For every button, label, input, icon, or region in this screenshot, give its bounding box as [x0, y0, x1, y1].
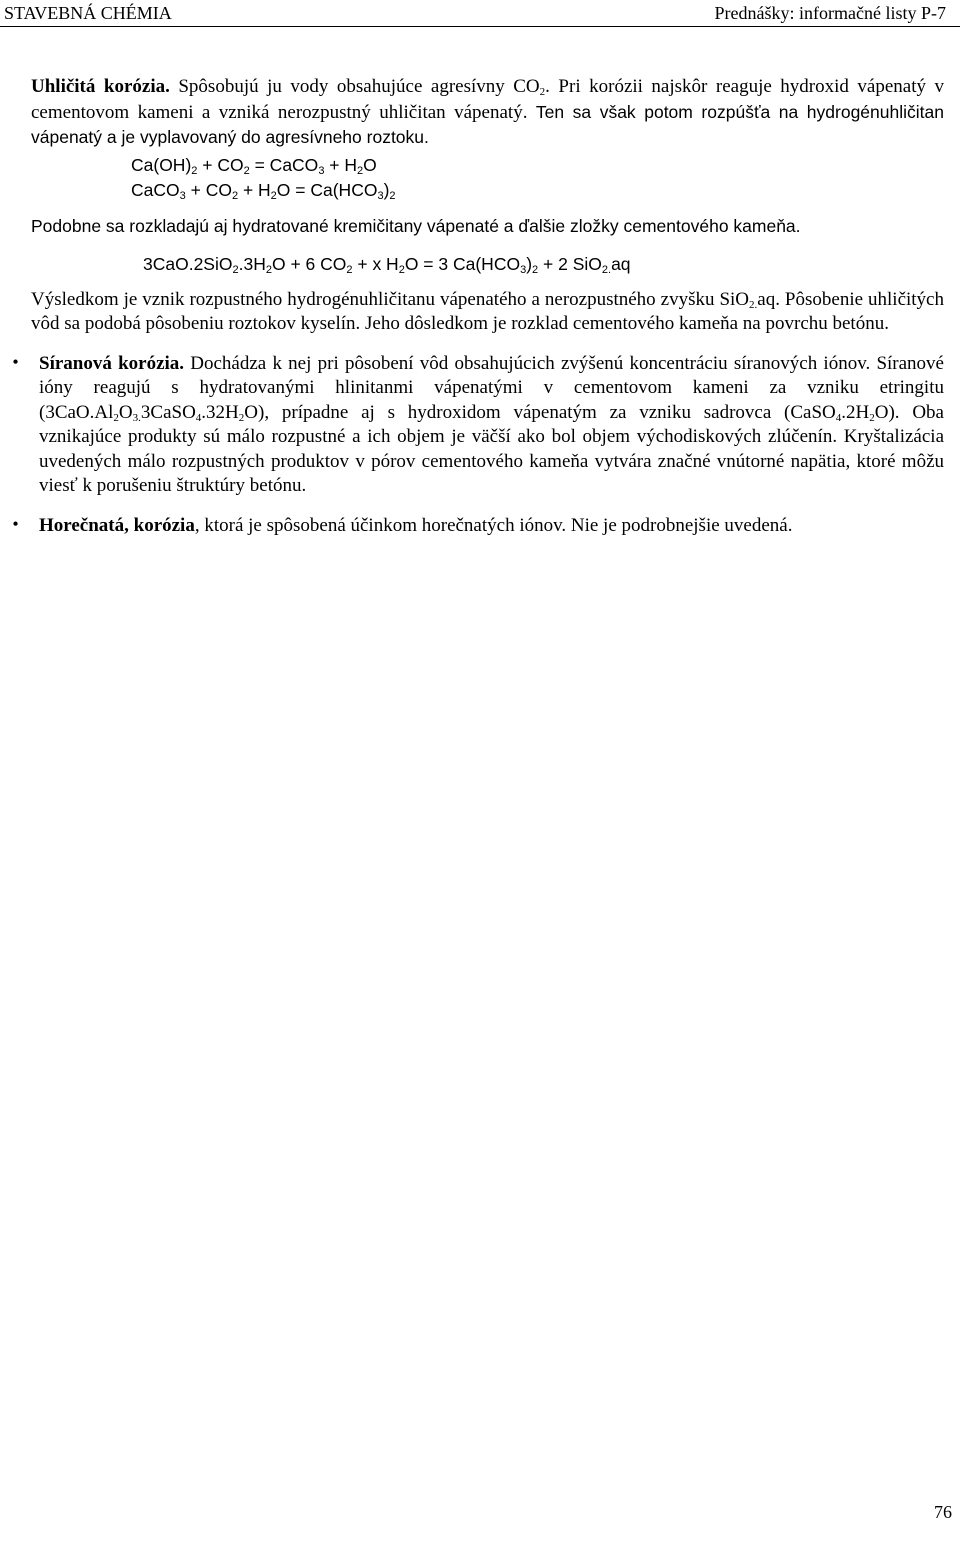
header-lecture-label: Prednášky: informačné listy P-7 [714, 3, 946, 23]
intro-title: Uhličitá korózia. [31, 76, 170, 97]
magnesium-corrosion-text: Horečnatá, korózia, ktorá je spôsobená účinkom horečnatých iónov. Nie je podrobnejšie uvedená. [39, 514, 793, 536]
magnesium-corrosion-item [12, 513, 944, 539]
page-content [12, 75, 944, 538]
intro-paragraph: Uhličitá korózia. Spôsobujú ju vody obsahujúce agresívny $CO_2$. Pri korózii najskôr reaguje hydroxid vápenatý v cementovom kameni a vzniká nerozpustný uhličitan vápenatý. Ten sa však potom rozpúšťa na hydrogénuhličitan vápenatý a je vyplavovaný do agresívneho roztoku. [31, 76, 944, 147]
equation-2: CaCO$_3$ + $CO_2 + H_2O = Ca(HCO_3)_2$ [131, 179, 396, 202]
equation-1: $Ca(OH)_2 + CO_2$ = CaCO$_3$ + $H_2O$ [131, 154, 377, 177]
sulfate-corrosion-title: Síranová korózia. [39, 352, 185, 374]
magnesium-corrosion-title: Horečnatá, korózia [39, 514, 195, 536]
equation-3: $3CaO.2SiO_2.3H_2O + 6$ $CO_2 + x$ $H_2O = 3$ $Ca(HCO_3)_2 + 2$ SiO$_{2.}$aq [143, 253, 631, 276]
page-header [0, 0, 960, 27]
decomposition-paragraph: Podobne sa rozkladajú aj hydratované kremičitany vápenaté a ďalšie zložky cementového kameňa. [31, 215, 801, 236]
bullet-icon: • [12, 513, 19, 534]
page-number: 76 [934, 1502, 952, 1522]
header-course-title: STAVEBNÁ CHÉMIA [4, 3, 172, 23]
result-paragraph: Výsledkom je vznik rozpustného hydrogénuhličitanu vápenatého a nerozpustného zvyšku SiO$_{2.}$aq. Pôsobenie uhličitých vôd sa podobá pôsobeniu roztokov kyselín. Jeho dôsledkom je rozklad cementového kameňa na povrchu betónu. [31, 288, 944, 334]
bullet-icon: • [12, 351, 19, 372]
sulfate-corrosion-text: Síranová korózia. Dochádza k nej pri pôsobení vôd obsahujúcich zvýšenú koncentráciu síranových iónov. Síranové ióny reagujú s hydratovanými hlinitanmi vápenatými v cementovom kameni za vzniku etringitu $(3CaO.Al_2O_{3.}3CaSO_4.32H_2O)$, prípadne aj s hydroxidom vápenatým za vzniku sadrovca $(CaSO_4.2H_2O)$. Oba vznikajúce produkty sú málo rozpustné a ich objem je väčší ako bol objem východiskových zlúčenín. Kryštalizácia uvedených málo rozpustných produktov v pórov cementového kameňa vytvára značné vnútorné napätia, ktoré môžu viesť k porušeniu štruktúry betónu. [39, 352, 944, 496]
sulfate-corrosion-item [12, 351, 944, 499]
